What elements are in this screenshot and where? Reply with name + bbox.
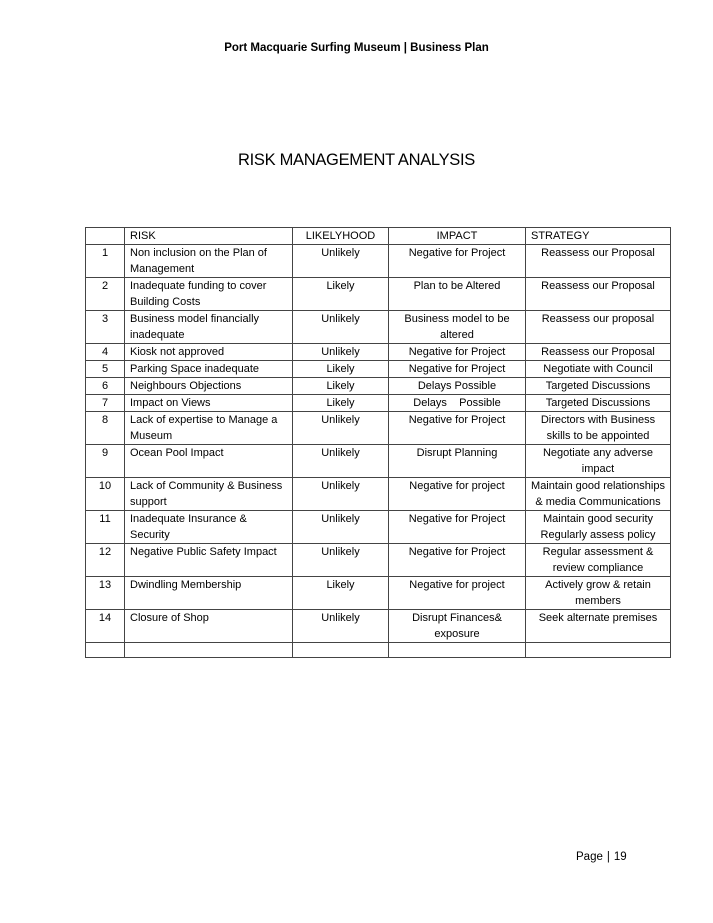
- risk-number: 2: [86, 278, 125, 311]
- risk-number: 6: [86, 378, 125, 395]
- risk-number: 9: [86, 445, 125, 478]
- table-row: [86, 610, 671, 643]
- table-row: [86, 445, 671, 478]
- risk-strategy: Maintain good security Regularly assess policy: [526, 511, 671, 544]
- risk-description: Business model financially inadequate: [125, 311, 293, 344]
- risk-number: 11: [86, 511, 125, 544]
- risk-table: [85, 227, 671, 658]
- risk-likelihood: Unlikely: [293, 511, 389, 544]
- risk-impact: Negative for Project: [389, 544, 526, 577]
- header-num: [86, 228, 125, 245]
- risk-description: Neighbours Objections: [125, 378, 293, 395]
- table-row: [86, 311, 671, 344]
- risk-number: 10: [86, 478, 125, 511]
- risk-description: Non inclusion on the Plan of Management: [125, 245, 293, 278]
- risk-likelihood: Likely: [293, 395, 389, 412]
- risk-description: Impact on Views: [125, 395, 293, 412]
- page-label: Page: [576, 851, 603, 863]
- table-row: [86, 577, 671, 610]
- empty-cell: [293, 643, 389, 658]
- page-separator: |: [606, 851, 610, 863]
- risk-description: Negative Public Safety Impact: [125, 544, 293, 577]
- risk-strategy: Maintain good relationships & media Communications: [526, 478, 671, 511]
- table-empty-row: [86, 643, 671, 658]
- table-row: [86, 478, 671, 511]
- table-row: [86, 412, 671, 445]
- risk-likelihood: Unlikely: [293, 478, 389, 511]
- risk-strategy: Reassess our Proposal: [526, 344, 671, 361]
- header-likelihood: LIKELYHOOD: [293, 228, 389, 245]
- risk-likelihood: Unlikely: [293, 445, 389, 478]
- risk-description: Lack of expertise to Manage a Museum: [125, 412, 293, 445]
- risk-likelihood: Unlikely: [293, 412, 389, 445]
- risk-strategy: Reassess our Proposal: [526, 278, 671, 311]
- risk-description: Parking Space inadequate: [125, 361, 293, 378]
- risk-strategy: Regular assessment & review compliance: [526, 544, 671, 577]
- table-row: [86, 395, 671, 412]
- risk-likelihood: Unlikely: [293, 311, 389, 344]
- page-header: Port Macquarie Surfing Museum | Business Plan: [224, 42, 489, 54]
- risk-description: Dwindling Membership: [125, 577, 293, 610]
- table-row: [86, 245, 671, 278]
- risk-impact: Plan to be Altered: [389, 278, 526, 311]
- risk-strategy: Targeted Discussions: [526, 378, 671, 395]
- risk-strategy: Negotiate any adverse impact: [526, 445, 671, 478]
- empty-cell: [389, 643, 526, 658]
- risk-likelihood: Unlikely: [293, 344, 389, 361]
- risk-number: 14: [86, 610, 125, 643]
- risk-number: 4: [86, 344, 125, 361]
- empty-cell: [86, 643, 125, 658]
- risk-number: 5: [86, 361, 125, 378]
- risk-impact: Disrupt Finances& exposure: [389, 610, 526, 643]
- risk-likelihood: Likely: [293, 278, 389, 311]
- risk-impact: Disrupt Planning: [389, 445, 526, 478]
- table-row: [86, 378, 671, 395]
- risk-description: Inadequate Insurance & Security: [125, 511, 293, 544]
- risk-strategy: Actively grow & retain members: [526, 577, 671, 610]
- table-row: [86, 361, 671, 378]
- table-row: [86, 511, 671, 544]
- risk-strategy: Negotiate with Council: [526, 361, 671, 378]
- risk-strategy: Directors with Business skills to be appointed: [526, 412, 671, 445]
- risk-likelihood: Unlikely: [293, 544, 389, 577]
- risk-strategy: Reassess our proposal: [526, 311, 671, 344]
- risk-impact: Delays Possible: [389, 378, 526, 395]
- risk-description: Inadequate funding to cover Building Costs: [125, 278, 293, 311]
- risk-likelihood: Likely: [293, 361, 389, 378]
- risk-likelihood: Likely: [293, 577, 389, 610]
- risk-number: 3: [86, 311, 125, 344]
- page-number: 19: [613, 851, 627, 863]
- risk-number: 13: [86, 577, 125, 610]
- risk-impact: Negative for Project: [389, 361, 526, 378]
- risk-likelihood: Likely: [293, 378, 389, 395]
- risk-impact: Negative for Project: [389, 344, 526, 361]
- risk-number: 8: [86, 412, 125, 445]
- risk-number: 1: [86, 245, 125, 278]
- header-risk: RISK: [125, 228, 293, 245]
- risk-number: 12: [86, 544, 125, 577]
- risk-impact: Delays Possible: [389, 395, 526, 412]
- page-footer: [576, 851, 627, 863]
- table-row: [86, 344, 671, 361]
- risk-impact: Negative for Project: [389, 412, 526, 445]
- risk-description: Lack of Community & Business support: [125, 478, 293, 511]
- risk-strategy: Reassess our Proposal: [526, 245, 671, 278]
- risk-description: Kiosk not approved: [125, 344, 293, 361]
- risk-impact: Negative for Project: [389, 511, 526, 544]
- risk-description: Closure of Shop: [125, 610, 293, 643]
- table-header-row: [86, 228, 671, 245]
- risk-likelihood: Unlikely: [293, 245, 389, 278]
- risk-impact: Negative for Project: [389, 245, 526, 278]
- risk-strategy: Seek alternate premises: [526, 610, 671, 643]
- header-impact: IMPACT: [389, 228, 526, 245]
- table-row: [86, 278, 671, 311]
- header-strategy: STRATEGY: [526, 228, 671, 245]
- risk-impact: Negative for project: [389, 577, 526, 610]
- empty-cell: [125, 643, 293, 658]
- risk-strategy: Targeted Discussions: [526, 395, 671, 412]
- page-title: RISK MANAGEMENT ANALYSIS: [237, 151, 475, 169]
- risk-impact: Negative for project: [389, 478, 526, 511]
- table-row: [86, 544, 671, 577]
- risk-description: Ocean Pool Impact: [125, 445, 293, 478]
- risk-likelihood: Unlikely: [293, 610, 389, 643]
- risk-number: 7: [86, 395, 125, 412]
- risk-impact: Business model to be altered: [389, 311, 526, 344]
- empty-cell: [526, 643, 671, 658]
